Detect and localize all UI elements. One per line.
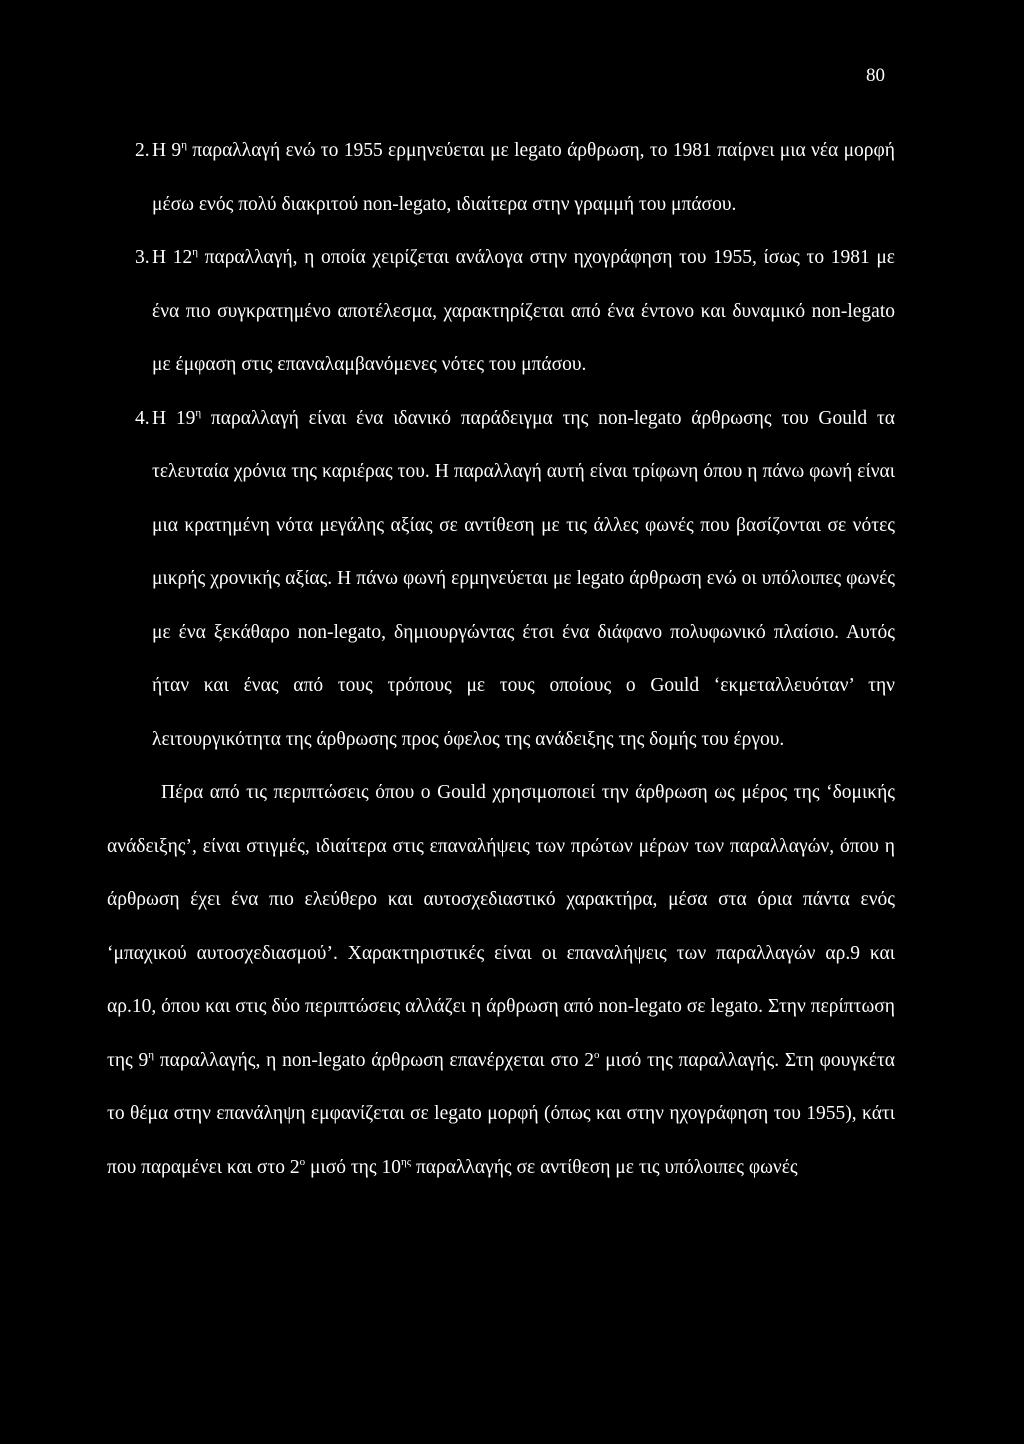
ordinal-superscript: η [195,406,202,419]
list-item-text: Η $12^\eta$ παραλλαγή, η οποία χειρίζεται ανάλογα στην ηχογράφηση του 1955, ίσως το 1981 με ένα πιο συγκρατημένο αποτέλεσμα, χαρακτηρίζεται από ένα έντονο και δυναμικό non-legato με έμφαση στις επαναλαμβανόμενες νότες του μπάσου. [152,246,895,375]
list-item-2 [107,124,895,231]
ordinal-superscript: ης [400,1155,412,1168]
list-item-3 [107,231,895,392]
ordinal-superscript: η [192,246,198,258]
page-number: 80 [866,65,885,86]
ordinal-superscript: ο [299,1155,306,1168]
ordinal-superscript: η [148,1048,155,1061]
list-item-number: 4. [135,407,150,429]
page-body [107,124,895,1194]
list-item-text: Η $19^\eta$ παραλλαγή είναι ένα ιδανικό παράδειγμα της non-legato άρθρωσης του Gould τα τελευταία χρόνια της καριέρας του. Η παραλλαγή αυτή είναι τρίφωνη όπου η πάνω φωνή είναι μια κρατημένη νότα μεγάλης αξίας σε αντίθεση με τις άλλες φωνές που βασίζονται σε νότες μικρής χρονικής αξίας. Η πάνω φωνή ερμηνεύεται με legato άρθρωση ενώ οι υπόλοιπες φωνές με ένα ξεκάθαρο non-legato, δημιουργώντας έτσι ένα διάφανο πολυφωνικό πλαίσιο. Αυτός ήταν και ένας από τους τρόπους με τους οποίους ο Gould ‘εκμεταλλευόταν’ την λειτουργικότητα της άρθρωσης προς όφελος της ανάδειξης της δομής του έργου. [152,406,895,750]
list-item-number: 2. [135,140,150,161]
ordinal-superscript: ο [594,1048,600,1061]
list-item-number: 3. [135,247,150,268]
list-item-4 [107,392,895,767]
ordinal-superscript: η [181,139,187,151]
list-item-text: Η $9^\eta$ παραλλαγή ενώ το 1955 ερμηνεύεται με legato άρθρωση, το 1981 παίρνει μια νέα μορφή μέσω ενός πολύ διακριτού non-legato, ιδιαίτερα στην γραμμή του μπάσου. [152,139,895,215]
body-paragraph: Πέρα από τις περιπτώσεις όπου ο Gould χρησιμοποιεί την άρθρωση ως μέρος της ‘δομικής ανάδειξης’, είναι στιγμές, ιδιαίτερα στις επαναλήψεις των πρώτων μέρων των παραλλαγών, όπου η άρθρωση έχει ένα πιο ελεύθερο και αυτοσχεδιαστικό χαρακτήρα, μέσα στα όρια πάντα ενός ‘μπαχικού αυτοσχεδιασμού’. Χαρακτηριστικές είναι οι επαναλήψεις των παραλλαγών αρ.9 και αρ.10, όπου και στις δύο περιπτώσεις αλλάζει η άρθρωση από non-legato σε legato. Στην περίπτωση της $9^\eta$ παραλλαγής, η non-legato άρθρωση επανέρχεται στο $2^o$ μισό της παραλλαγής. Στη φουγκέτα το θέμα στην επανάληψη εμφανίζεται σε legato μορφή (όπως και στην ηχογράφηση του 1955), κάτι που παραμένει και στο $2^o$ μισό της $10^{\eta\varsigma}$ παραλλαγής σε αντίθεση με τις υπόλοιπες φωνές [107,782,895,1178]
